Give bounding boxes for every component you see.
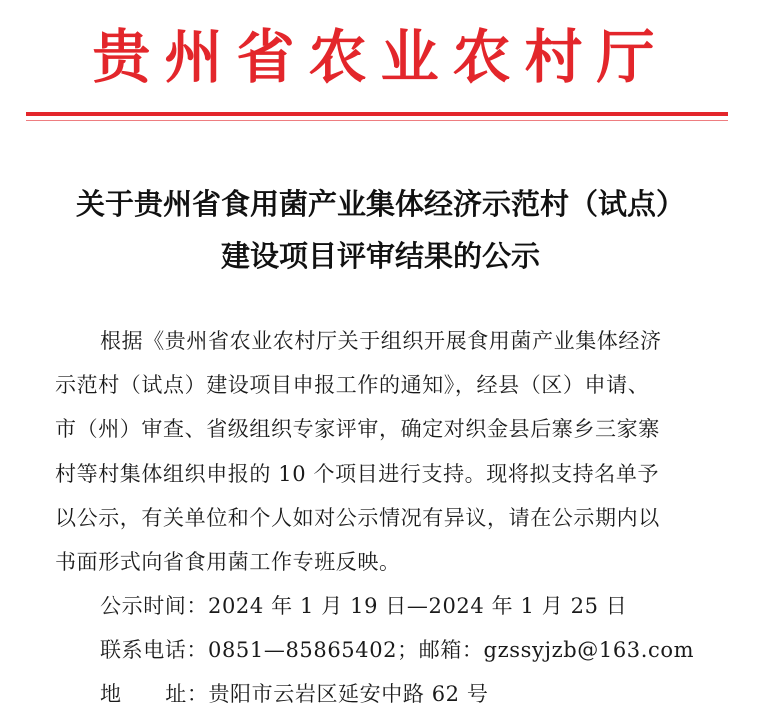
address-info: 地 址：贵阳市云岩区延安中路 62 号	[100, 682, 489, 706]
notice-title-line-1: 关于贵州省食用菌产业集体经济示范村（试点）	[75, 187, 685, 221]
body-line-6: 书面形式向省食用菌工作专班反映。	[55, 550, 401, 574]
body-line-2: 示范村（试点）建设项目申报工作的通知》，经县（区）申请、	[55, 373, 650, 397]
body-line-3: 市（州）审查、省级组织专家评审，确定对织金县后寨乡三家寨	[55, 417, 660, 441]
notice-period: 公示时间：2024 年 1 月 19 日—2024 年 1 月 25 日	[100, 594, 628, 618]
body-line-4: 村等村集体组织申报的 10 个项目进行支持。现将拟支持名单予	[55, 462, 660, 486]
notice-title-line-2: 建设项目评审结果的公示	[220, 239, 540, 273]
body-line-1: 根据《贵州省农业农村厅关于组织开展食用菌产业集体经济	[100, 329, 662, 353]
contact-info: 联系电话：0851—85865402；邮箱：gzssyjzb@163.com	[100, 638, 695, 662]
body-line-5: 以公示，有关单位和个人如对公示情况有异议，请在公示期内以	[55, 506, 660, 530]
header-red-rule-thin	[26, 120, 728, 121]
header-red-rule	[26, 112, 728, 116]
letterhead-title: 贵州省农业农村厅	[92, 23, 669, 91]
